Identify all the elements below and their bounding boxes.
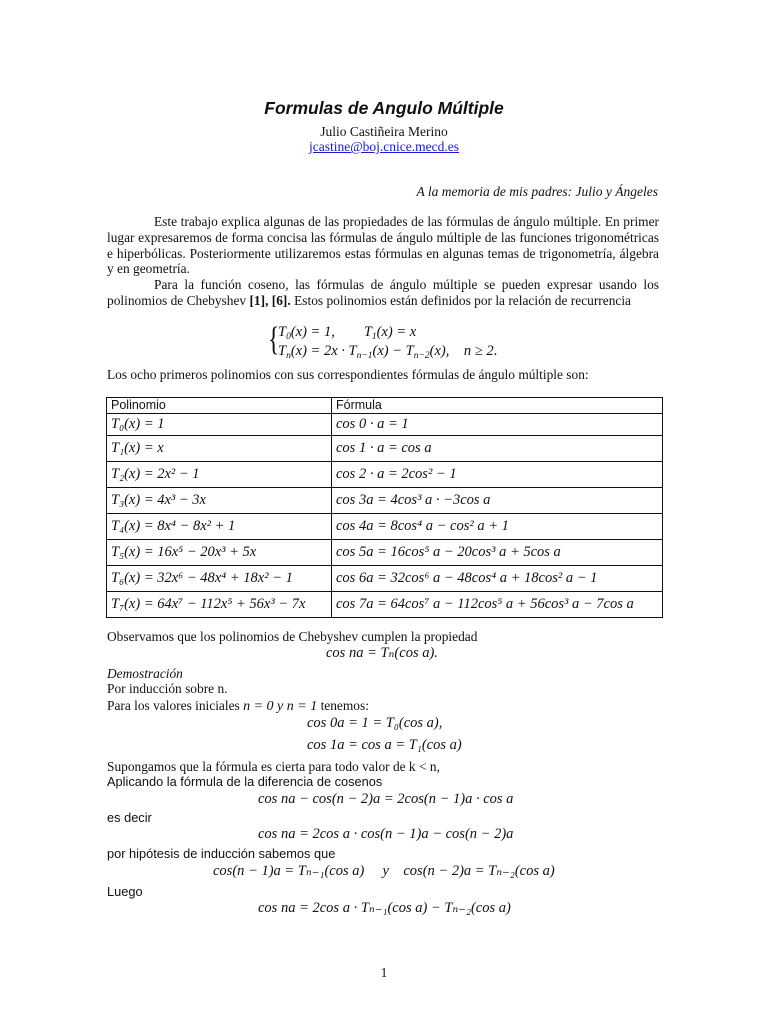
table-header-row [107,398,663,414]
formula-cell: cos 0 · a = 1 [332,414,663,436]
polynomial-cell: T₃(x) = 4x³ − 3x [107,488,332,514]
left-brace: { [268,321,280,358]
luego-text: Luego [107,884,143,899]
intro-paragraph-2: Para la función coseno, las fórmulas de ángulo múltiple se pueden expresar usando los polinomios de Chebyshev [1], [6]. Estos polinomios están definidos por la relación de recurrencia [107,277,659,308]
recurrence-line-1: $T_0(x) = 1$, $T_1(x) = x$ [278,324,417,342]
table-intro: Los ocho primeros polinomios con sus correspondientes fórmulas de ángulo múltiple son: [107,367,589,382]
formula-cell: cos 2 · a = 2cos² − 1 [332,462,663,488]
column-header-polinomio: Polinomio [107,398,332,414]
table-row [107,462,663,488]
polynomial-cell: T₀(x) = 1 [107,414,332,436]
applying-text: Aplicando la fórmula de la diferencia de cosenos [107,774,383,789]
induction-text: Por inducción sobre n. [107,681,228,696]
equation-conclusion: cos na = 2cos a · Tₙ₋₁(cos a) − Tₙ₋₂(cos a) [258,900,511,916]
table-row [107,566,663,592]
page-title: Formulas de Angulo Múltiple [264,98,504,118]
equation-hypothesis: cos(n − 1)a = Tₙ₋₁(cos a) y cos(n − 2)a = Tₙ₋₂(cos a) [213,863,555,879]
table-row [107,540,663,566]
polynomial-cell: T₁(x) = x [107,436,332,462]
polynomial-cell: T₅(x) = 16x⁵ − 20x³ + 5x [107,540,332,566]
equation-cos1: cos 1a = cos a = T₁(cos a) [307,737,462,753]
polynomial-cell: T₄(x) = 8x⁴ − 8x² + 1 [107,514,332,540]
formula-cell: cos 7a = 64cos⁷ a − 112cos⁵ a + 56cos³ a − 7cos a [332,592,663,618]
table-row [107,592,663,618]
formula-cell: cos 3a = 4cos³ a · −3cos a [332,488,663,514]
recurrence-line-2: $T_n(x) = 2x \cdot T_{n-1}(x) - T_{n-2}(x)$, n ≥ 2. [278,343,498,361]
polynomial-cell: T₂(x) = 2x² − 1 [107,462,332,488]
recurrence-system [268,321,528,365]
observation-text: Observamos que los polinomios de Chebyshev cumplen la propiedad [107,629,478,644]
page-number: 1 [380,965,388,980]
table-row [107,414,663,436]
initial-values-text: Para los valores iniciales n = 0 y n = 1 tenemos: [107,698,369,714]
equation-cos0: cos 0a = 1 = T₀(cos a), [307,715,443,731]
equation-difference: cos na − cos(n − 2)a = 2cos(n − 1)a · cos a [258,791,514,807]
column-header-formula: Fórmula [332,398,663,414]
suppose-text: Supongamos que la fórmula es cierta para todo valor de k < n, [107,759,440,774]
dedication: A la memoria de mis padres: Julio y Ángeles [416,184,658,199]
equation-recursion: cos na = 2cos a · cos(n − 1)a − cos(n − 2)a [258,826,514,842]
formula-cell: cos 5a = 16cos⁵ a − 20cos³ a + 5cos a [332,540,663,566]
es-decir-text: es decir [107,810,152,825]
polynomial-table [106,397,663,618]
hypothesis-text: por hipótesis de inducción sabemos que [107,846,336,861]
polynomial-cell: T₆(x) = 32x⁶ − 48x⁴ + 18x² − 1 [107,566,332,592]
chebyshev-property: cos na = Tₙ(cos a). [326,645,438,661]
table-row [107,488,663,514]
table-row [107,514,663,540]
author-email-link[interactable]: jcastine@boj.cnice.mecd.es [309,139,459,154]
polynomial-cell: T₇(x) = 64x⁷ − 112x⁵ + 56x³ − 7x [107,592,332,618]
table-row [107,436,663,462]
formula-cell: cos 1 · a = cos a [332,436,663,462]
formula-cell: cos 4a = 8cos⁴ a − cos² a + 1 [332,514,663,540]
demonstration-heading: Demostración [107,666,183,681]
author-name: Julio Castiñeira Merino [320,124,448,139]
formula-cell: cos 6a = 32cos⁶ a − 48cos⁴ a + 18cos² a − 1 [332,566,663,592]
intro-paragraph-1: Este trabajo explica algunas de las propiedades de las fórmulas de ángulo múltiple. En primer lugar expresaremos de forma concisa las fórmulas de ángulo múltiple de las funciones trigonométricas e hiperbólicas. Posteriormente utilizaremos estas fórmulas en algunas temas de trigonometría, álgebra y en geometría. [107,214,659,277]
